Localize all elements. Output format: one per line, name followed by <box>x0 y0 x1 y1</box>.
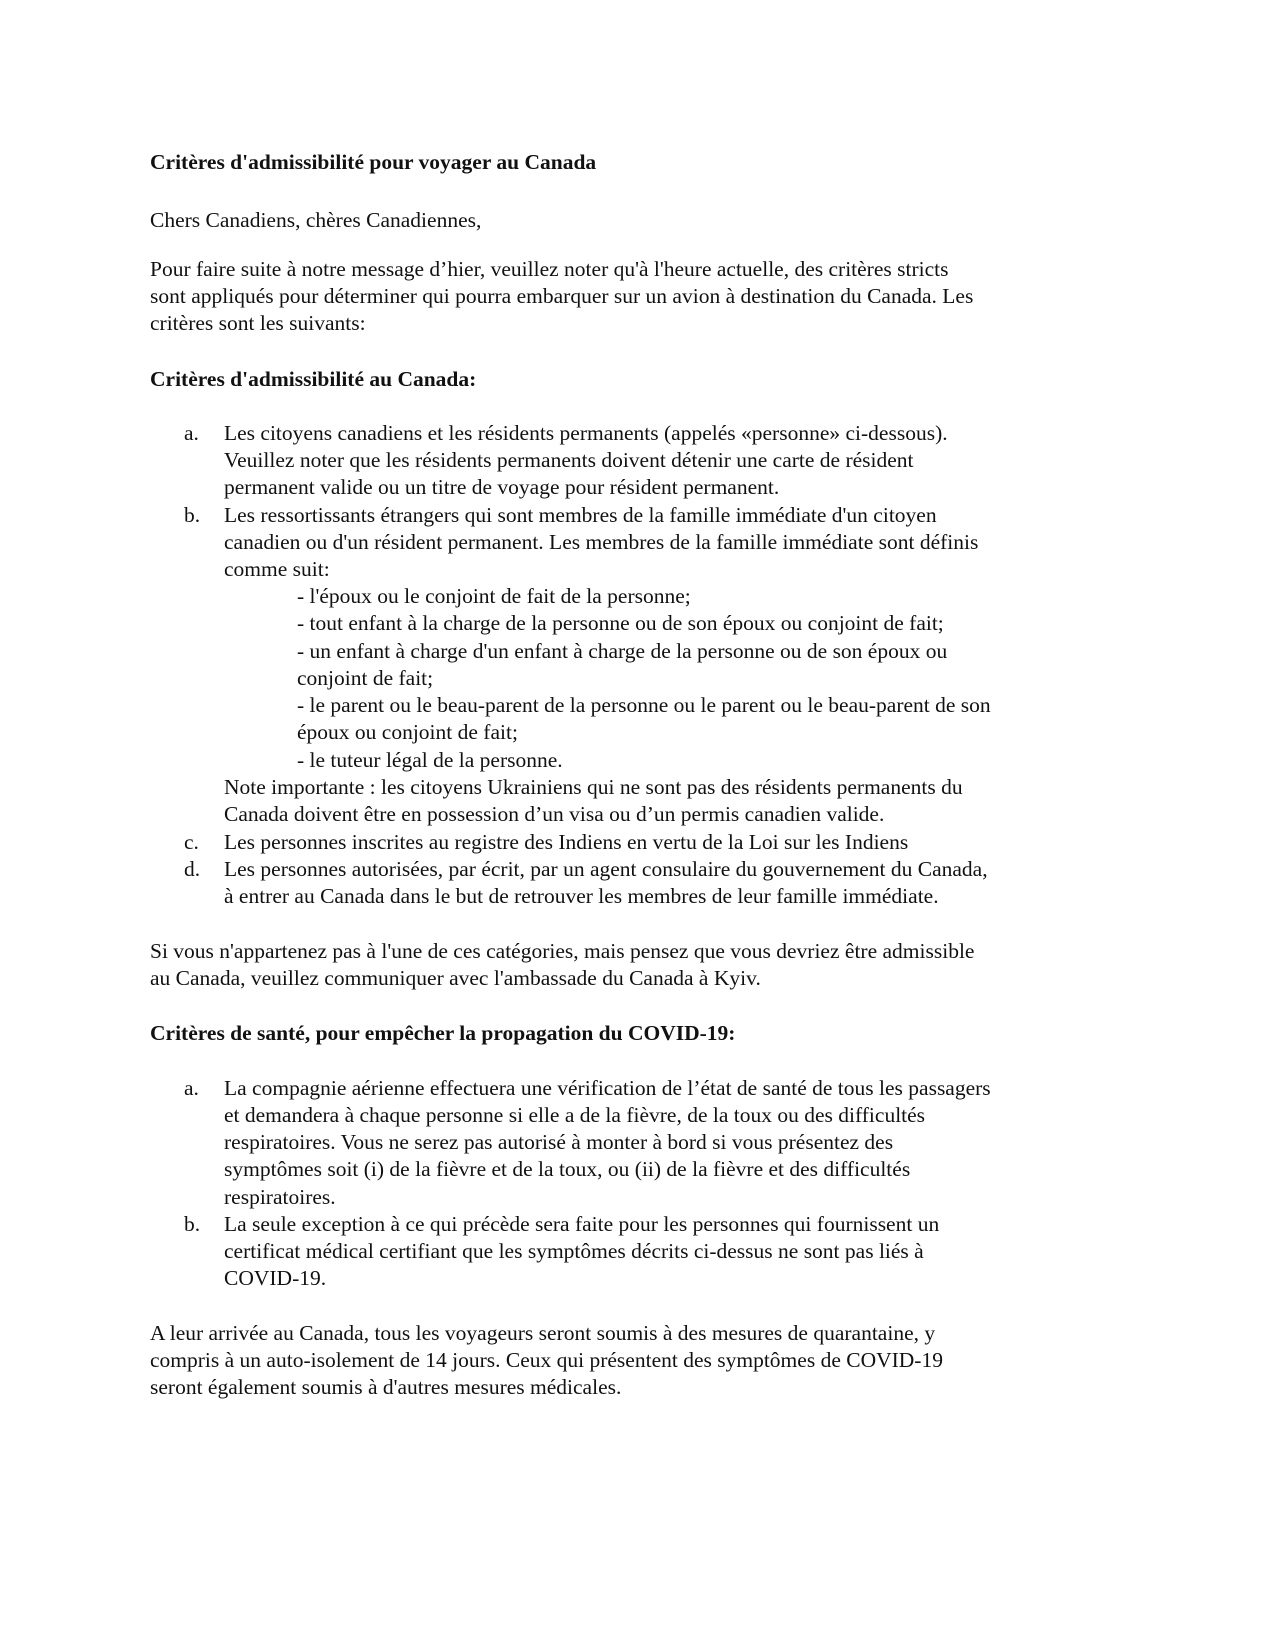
list-item-line: Les citoyens canadiens et les résidents permanents (appelés «personne» ci-dessous). <box>224 421 948 445</box>
list-item-line: à entrer au Canada dans le but de retrouver les membres de leur famille immédiate. <box>224 884 939 908</box>
list-item-line: certificat médical certifiant que les symptômes décrits ci-dessus ne sont pas liés à <box>224 1239 924 1263</box>
contact-line: Si vous n'appartenez pas à l'une de ces catégories, mais pensez que vous devriez être admissible <box>150 939 975 963</box>
intro-line: critères sont les suivants: <box>150 311 366 335</box>
document-heading: Critères d'admissibilité pour voyager au Canada <box>150 150 597 174</box>
closing-line: seront également soumis à d'autres mesures médicales. <box>150 1375 622 1399</box>
important-note-line: Canada doivent être en possession d’un visa ou d’un permis canadien valide. <box>224 802 885 826</box>
list-item-line: symptômes soit (i) de la fièvre et de la toux, ou (ii) de la fièvre et des difficultés <box>224 1157 911 1181</box>
family-member-line: - tout enfant à la charge de la personne ou de son époux ou conjoint de fait; <box>297 611 944 635</box>
salutation: Chers Canadiens, chères Canadiennes, <box>150 208 482 232</box>
list-item-line: COVID-19. <box>224 1266 327 1290</box>
list-item-letter: a. <box>184 1076 199 1100</box>
list-item-line: Veuillez noter que les résidents permanents doivent détenir une carte de résident <box>224 448 914 472</box>
intro-line: Pour faire suite à notre message d’hier, veuillez noter qu'à l'heure actuelle, des critères stricts <box>150 257 949 281</box>
list-item-line: et demandera à chaque personne si elle a de la fièvre, de la toux ou des difficultés <box>224 1103 926 1127</box>
list-item-line: respiratoires. Vous ne serez pas autorisé à monter à bord si vous présentez des <box>224 1130 894 1154</box>
family-member-line: conjoint de fait; <box>297 666 434 690</box>
contact-line: au Canada, veuillez communiquer avec l'ambassade du Canada à Kyiv. <box>150 966 761 990</box>
list-item-line: La seule exception à ce qui précède sera faite pour les personnes qui fournissent un <box>224 1212 940 1236</box>
closing-line: compris à un auto-isolement de 14 jours. Ceux qui présentent des symptômes de COVID-19 <box>150 1348 943 1372</box>
family-member-line: époux ou conjoint de fait; <box>297 720 518 744</box>
family-member-line: - un enfant à charge d'un enfant à charge de la personne ou de son époux ou <box>297 639 948 663</box>
list-item-line: permanent valide ou un titre de voyage pour résident permanent. <box>224 475 780 499</box>
list-item-line: comme suit: <box>224 557 330 581</box>
list-item-letter: b. <box>184 503 201 527</box>
intro-line: sont appliqués pour déterminer qui pourra embarquer sur un avion à destination du Canada. Les <box>150 284 974 308</box>
list-item-line: respiratoires. <box>224 1185 336 1209</box>
family-member-line: - le tuteur légal de la personne. <box>297 748 563 772</box>
family-member-line: - le parent ou le beau-parent de la personne ou le parent ou le beau-parent de son <box>297 693 991 717</box>
list-item-line: Les personnes inscrites au registre des Indiens en vertu de la Loi sur les Indiens <box>224 830 909 854</box>
list-item-letter: d. <box>184 857 201 881</box>
section-title-admissibility: Critères d'admissibilité au Canada: <box>150 367 477 391</box>
list-item-letter: c. <box>184 830 199 854</box>
list-item-letter: b. <box>184 1212 201 1236</box>
family-member-line: - l'époux ou le conjoint de fait de la personne; <box>297 584 691 608</box>
list-item-letter: a. <box>184 421 199 445</box>
important-note-line: Note importante : les citoyens Ukrainiens qui ne sont pas des résidents permanents du <box>224 775 963 799</box>
list-item-line: Les personnes autorisées, par écrit, par un agent consulaire du gouvernement du Canada, <box>224 857 988 881</box>
list-item-line: canadien ou d'un résident permanent. Les membres de la famille immédiate sont définis <box>224 530 979 554</box>
list-item-line: Les ressortissants étrangers qui sont membres de la famille immédiate d'un citoyen <box>224 503 937 527</box>
list-item-line: La compagnie aérienne effectuera une vérification de l’état de santé de tous les passagers <box>224 1076 991 1100</box>
section-title-health: Critères de santé, pour empêcher la propagation du COVID-19: <box>150 1021 736 1045</box>
closing-line: A leur arrivée au Canada, tous les voyageurs seront soumis à des mesures de quarantaine, y <box>150 1321 936 1345</box>
